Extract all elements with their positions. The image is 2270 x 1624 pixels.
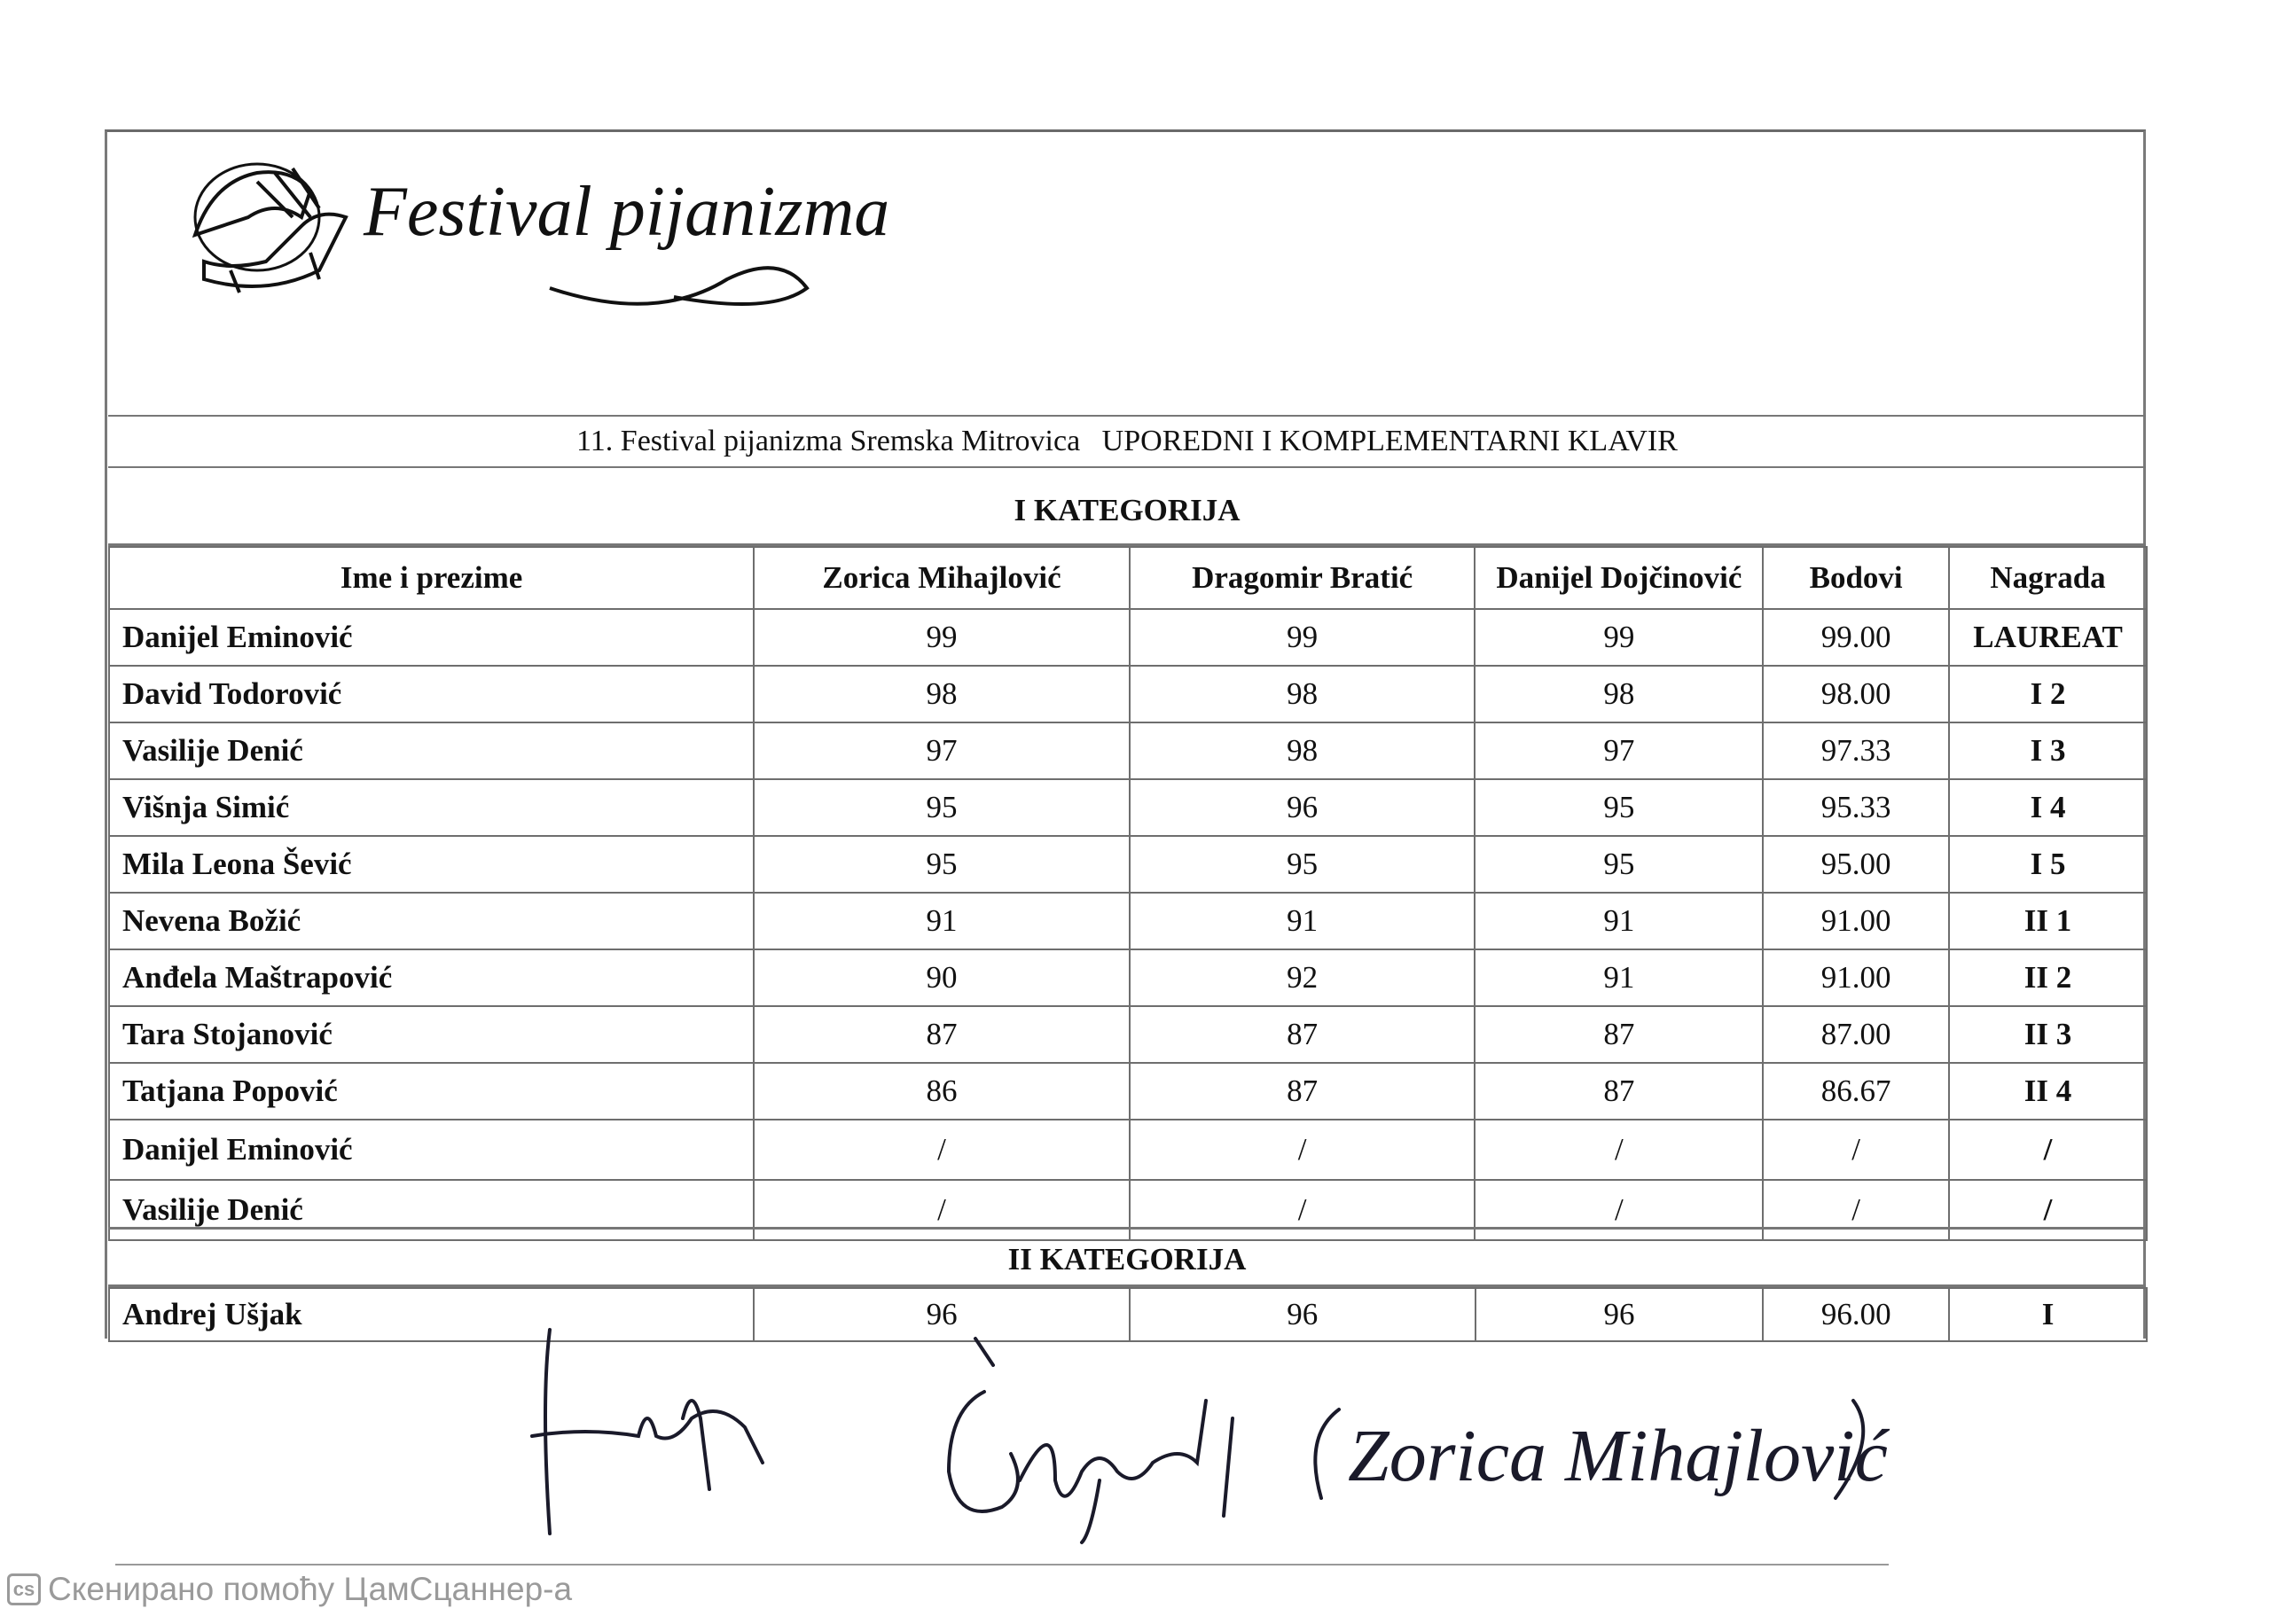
award: I 3: [1949, 722, 2147, 779]
column-header-name: Ime i prezime: [109, 547, 754, 609]
judge-3-score: 87: [1475, 1063, 1763, 1120]
category-1-table: [108, 546, 2148, 1241]
judge-1-score: /: [754, 1180, 1130, 1240]
table-row: [109, 666, 2147, 722]
contestant-name: Tatjana Popović: [109, 1063, 754, 1120]
contestant-name: Mila Leona Šević: [109, 836, 754, 893]
points: 98.00: [1763, 666, 1949, 722]
judge-1-score: 86: [754, 1063, 1130, 1120]
judge-3-score: 91: [1475, 949, 1763, 1006]
award: II 2: [1949, 949, 2147, 1006]
judge-1-score: 96: [754, 1288, 1130, 1341]
judge-1-score: /: [754, 1120, 1130, 1180]
judge-1-score: 87: [754, 1006, 1130, 1063]
contestant-name: Nevena Božić: [109, 893, 754, 949]
signature-3: Zorica Mihajlović: [1348, 1415, 1888, 1497]
points: 96.00: [1763, 1288, 1949, 1341]
judge-2-score: 91: [1130, 893, 1476, 949]
judge-3-score: /: [1475, 1120, 1763, 1180]
judge-3-score: 91: [1475, 893, 1763, 949]
page-divider: [115, 1564, 1889, 1565]
award: I 5: [1949, 836, 2147, 893]
festival-name: 11. Festival pijanizma Sremska Mitrovica: [576, 425, 1081, 457]
column-header-judge-1: Zorica Mihajlović: [754, 547, 1130, 609]
judge-signatures: [523, 1312, 1906, 1569]
judge-2-score: /: [1130, 1180, 1476, 1240]
judge-2-score: 96: [1130, 1288, 1476, 1341]
award: II 1: [1949, 893, 2147, 949]
judge-2-score: 87: [1130, 1006, 1476, 1063]
judge-3-score: 87: [1475, 1006, 1763, 1063]
judge-2-score: 96: [1130, 779, 1476, 836]
award: II 4: [1949, 1063, 2147, 1120]
award: /: [1949, 1120, 2147, 1180]
points: 91.00: [1763, 893, 1949, 949]
signature-1: [532, 1330, 763, 1534]
table-row: [109, 1063, 2147, 1120]
judge-2-score: 92: [1130, 949, 1476, 1006]
table-row: [109, 779, 2147, 836]
judge-3-score: 95: [1475, 779, 1763, 836]
judge-2-score: 99: [1130, 609, 1476, 666]
points: 91.00: [1763, 949, 1949, 1006]
category-2-title: II KATEGORIJA: [108, 1227, 2146, 1287]
award: LAUREAT: [1949, 609, 2147, 666]
points: 99.00: [1763, 609, 1949, 666]
contestant-name: Višnja Simić: [109, 779, 754, 836]
points: 97.33: [1763, 722, 1949, 779]
judge-1-score: 90: [754, 949, 1130, 1006]
table-row: [109, 836, 2147, 893]
festival-logo: [177, 137, 890, 341]
judge-3-score: 95: [1475, 836, 1763, 893]
judge-3-score: 98: [1475, 666, 1763, 722]
points: /: [1763, 1180, 1949, 1240]
contestant-name: Andrej Ušjak: [109, 1288, 754, 1341]
judge-3-score: 99: [1475, 609, 1763, 666]
column-header-judge-2: Dragomir Bratić: [1130, 547, 1476, 609]
contestant-name: Tara Stojanović: [109, 1006, 754, 1063]
camscanner-icon: cs: [7, 1573, 41, 1605]
table-header-row: [109, 547, 2147, 609]
piano-logo-icon: [195, 164, 346, 293]
contestant-name: David Todorović: [109, 666, 754, 722]
award: I 2: [1949, 666, 2147, 722]
logo-script-text: Festival pijanizma: [364, 173, 890, 251]
award: /: [1949, 1180, 2147, 1240]
scanner-watermark: [7, 1571, 572, 1608]
judge-1-score: 91: [754, 893, 1130, 949]
column-header-points: Bodovi: [1763, 547, 1949, 609]
column-header-judge-3: Danijel Dojčinović: [1475, 547, 1763, 609]
judge-2-score: /: [1130, 1120, 1476, 1180]
judge-1-score: 99: [754, 609, 1130, 666]
judge-3-score: /: [1475, 1180, 1763, 1240]
points: 95.00: [1763, 836, 1949, 893]
table-row: [109, 722, 2147, 779]
award: I: [1949, 1288, 2147, 1341]
table-row: [109, 949, 2147, 1006]
award: I 4: [1949, 779, 2147, 836]
judge-2-score: 87: [1130, 1063, 1476, 1120]
category-1-title: I KATEGORIJA: [108, 468, 2146, 546]
contestant-name: Anđela Maštrapović: [109, 949, 754, 1006]
judge-2-score: 95: [1130, 836, 1476, 893]
discipline-name: UPOREDNI I KOMPLEMENTARNI KLAVIR: [1101, 425, 1678, 457]
judge-3-score: 97: [1475, 722, 1763, 779]
watermark-text: Скенирано помоћу ЦамСцаннер-а: [48, 1571, 573, 1607]
signature-2: [949, 1339, 1233, 1542]
judge-2-score: 98: [1130, 666, 1476, 722]
points: 95.33: [1763, 779, 1949, 836]
page-title: [108, 415, 2146, 468]
column-header-award: Nagrada: [1949, 547, 2147, 609]
table-row: [109, 1006, 2147, 1063]
contestant-name: Danijel Eminović: [109, 1120, 754, 1180]
table-row: [109, 893, 2147, 949]
judge-2-score: 98: [1130, 722, 1476, 779]
judge-1-score: 95: [754, 779, 1130, 836]
judge-1-score: 98: [754, 666, 1130, 722]
judge-1-score: 95: [754, 836, 1130, 893]
contestant-name: Vasilije Denić: [109, 1180, 754, 1240]
award: II 3: [1949, 1006, 2147, 1063]
judge-1-score: 97: [754, 722, 1130, 779]
judge-3-score: 96: [1476, 1288, 1764, 1341]
points: 87.00: [1763, 1006, 1949, 1063]
contestant-name: Vasilije Denić: [109, 722, 754, 779]
points: 86.67: [1763, 1063, 1949, 1120]
contestant-name: Danijel Eminović: [109, 609, 754, 666]
table-row: [109, 609, 2147, 666]
table-row: [109, 1120, 2147, 1180]
points: /: [1763, 1120, 1949, 1180]
logo-flourish: [550, 268, 807, 304]
